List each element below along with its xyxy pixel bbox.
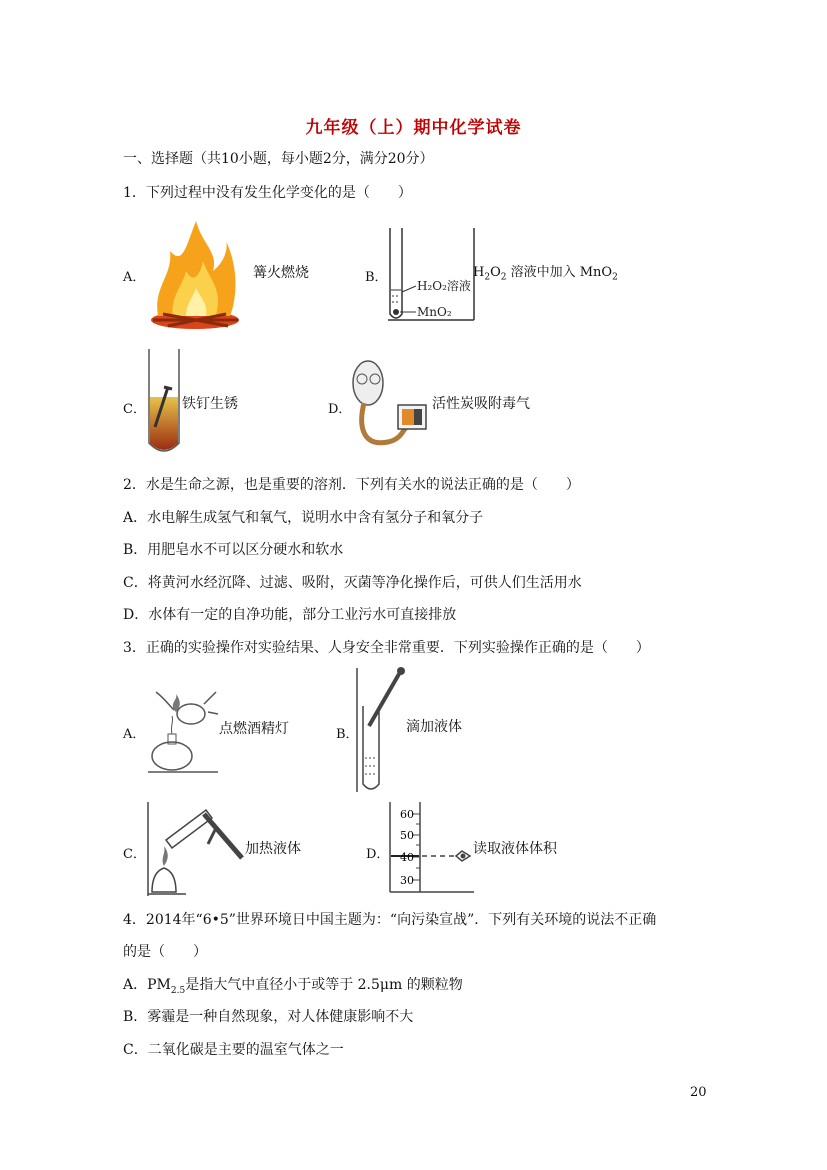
- h2o2-test-tube-image: [386, 226, 476, 322]
- q3-option-c-caption: 加热液体: [245, 841, 301, 857]
- rusting-nail-image: [143, 347, 185, 459]
- q2-option-c: C．将黄河水经沉降、过滤、吸附，灭菌等净化操作后，可供人们生活用水: [123, 575, 582, 591]
- page-number: 20: [690, 1085, 707, 1100]
- cylinder-tick-30: 30: [400, 874, 414, 887]
- q4-option-b: B．雾霾是一种自然现象，对人体健康影响不大: [123, 1009, 414, 1025]
- q4-option-c: C．二氧化碳是主要的温室气体之一: [123, 1042, 344, 1058]
- q2-option-d: D．水体有一定的自净功能，部分工业污水可直接排放: [123, 607, 457, 623]
- bonfire-image: [148, 216, 243, 332]
- section-heading: 一、选择题（共10小题，每小题2分，满分20分）: [123, 151, 434, 167]
- dropper-test-tube-image: [355, 666, 407, 794]
- q1-option-b-letter: B．: [365, 270, 388, 285]
- q2-option-b: B．用肥皂水不可以区分硬水和软水: [123, 542, 344, 558]
- q2-stem: 2．水是生命之源，也是重要的溶剂．下列有关水的说法正确的是（ ）: [123, 477, 580, 493]
- cylinder-tick-50: 50: [400, 829, 414, 842]
- q1-option-a-caption: 篝火燃烧: [253, 265, 309, 281]
- h2o2-solution-label: H₂O₂溶液: [417, 279, 471, 293]
- q3-option-c-letter: C．: [123, 847, 146, 862]
- heating-test-tube-image: [146, 800, 246, 898]
- gas-mask-image: [348, 357, 430, 455]
- mno2-label: MnO₂: [417, 305, 452, 319]
- q3-option-a-caption: 点燃酒精灯: [219, 721, 289, 737]
- alcohol-lamp-image: [146, 684, 221, 776]
- q4-stem-line2: 的是（ ）: [123, 944, 207, 960]
- q3-option-b-caption: 滴加液体: [406, 719, 462, 735]
- page-title: 九年级（上）期中化学试卷: [305, 118, 522, 138]
- q1-stem: 1．下列过程中没有发生化学变化的是（ ）: [123, 185, 412, 201]
- q1-option-a-letter: A．: [123, 270, 146, 285]
- q3-stem: 3．正确的实验操作对实验结果、人身安全非常重要．下列实验操作正确的是（ ）: [123, 640, 650, 656]
- q1-option-c-letter: C．: [123, 402, 146, 417]
- q3-option-d-letter: D．: [366, 847, 390, 862]
- q3-option-d-caption: 读取液体体积: [473, 841, 557, 857]
- q4-stem-line1: 4．2014年“6•5”世界环境日中国主题为：“向污染宣战”．下列有关环境的说法不正确: [123, 912, 657, 928]
- q4-option-a: A．$PM_{2.5}$是指大气中直径小于或等于 2.5μm 的颗粒物: [123, 977, 463, 996]
- q3-option-a-letter: A．: [123, 727, 146, 742]
- q1-option-c-caption: 铁钉生锈: [182, 396, 238, 412]
- q1-option-d-letter: D．: [328, 402, 352, 417]
- q1-option-b-caption: $H_2O_2$ 溶液中加入 MnO$_2$: [473, 265, 618, 283]
- q1-option-d-caption: 活性炭吸附毒气: [432, 396, 530, 412]
- cylinder-tick-40: 40: [400, 851, 414, 864]
- cylinder-tick-60: 60: [400, 808, 414, 821]
- graduated-cylinder-image: [388, 800, 478, 894]
- q3-option-b-letter: B．: [336, 727, 359, 742]
- q2-option-a: A．水电解生成氢气和氧气，说明水中含有氢分子和氧分子: [123, 510, 484, 526]
